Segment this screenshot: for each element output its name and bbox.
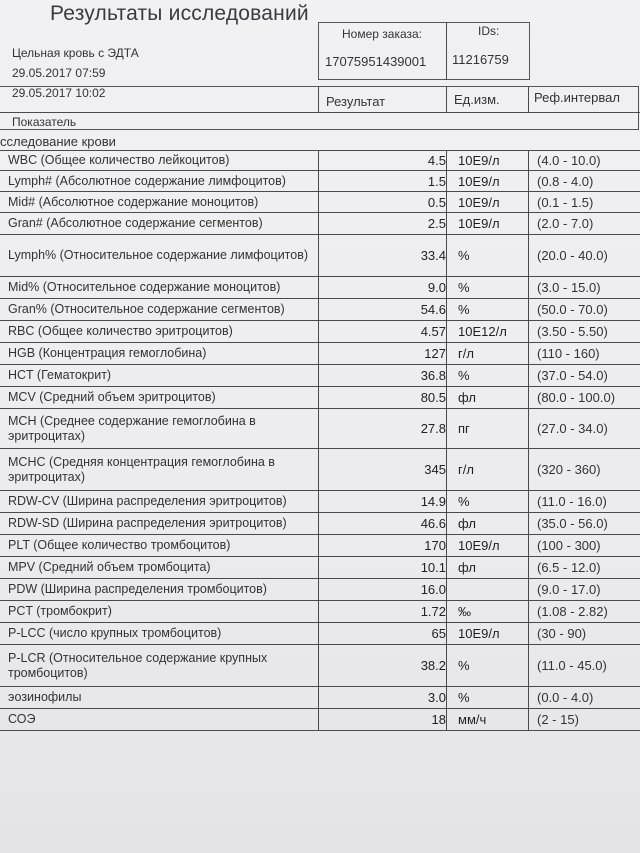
column-indicator: Показатель [12, 115, 77, 129]
column-result: Результат [326, 94, 386, 109]
table-row [0, 513, 640, 535]
indicator-name: MPV (Средний объем тромбоцита) [8, 560, 211, 574]
indicator-name: PDW (Ширина распределения тромбоцитов) [8, 582, 267, 596]
unit-value: % [458, 658, 470, 673]
table-column-divider [318, 151, 319, 731]
unit-value: % [458, 280, 470, 295]
result-value: 10.1 [420, 560, 446, 575]
table-row [0, 171, 640, 192]
unit-value: ‰ [458, 604, 471, 619]
reference-interval: (27.0 - 34.0) [537, 421, 608, 436]
ids-label: IDs: [478, 24, 500, 38]
unit-value: 10E12/л [458, 324, 507, 339]
result-value: 33.4 [420, 248, 446, 263]
indicator-name: Gran# (Абсолютное содержание сегментов) [8, 216, 263, 230]
table-row [0, 645, 640, 687]
result-value: 1.5 [427, 173, 446, 189]
table-row [0, 557, 640, 579]
reference-interval: (1.08 - 2.82) [537, 604, 608, 619]
header-divider-2 [446, 86, 447, 112]
indicator-name: WBC (Общее количество лейкоцитов) [8, 153, 230, 167]
reference-interval: (0.8 - 4.0) [537, 173, 594, 189]
result-value: 2.5 [427, 216, 446, 231]
unit-value: 10E9/л [458, 153, 500, 168]
indicator-name: Lymph% (Относительное содержание лимфоцитов) [8, 248, 309, 262]
unit-value: г/л [458, 462, 474, 477]
indicator-name: MCH (Среднее содержание гемоглобина в эритроцитах) [8, 413, 256, 443]
table-column-divider [446, 151, 447, 731]
result-value: 65 [431, 626, 446, 641]
unit-value: % [458, 248, 470, 263]
reference-interval: (320 - 360) [537, 462, 601, 477]
unit-value: фл [458, 390, 476, 405]
result-value: 345 [424, 462, 446, 477]
report-title: Результаты исследований [50, 2, 309, 25]
indicator-name: RDW-CV (Ширина распределения эритроцитов) [8, 494, 287, 508]
unit-value: % [458, 368, 470, 383]
ids-value: 11216759 [452, 52, 509, 67]
result-value: 36.8 [420, 368, 446, 383]
table-row [0, 213, 640, 235]
unit-value: г/л [458, 346, 474, 361]
indicator-name: PLT (Общее количество тромбоцитов) [8, 538, 231, 552]
reference-interval: (4.0 - 10.0) [537, 153, 601, 168]
sample-datetime-1: 29.05.2017 07:59 [12, 66, 106, 80]
table-row [0, 151, 640, 171]
indicator-name: Gran% (Относительное содержание сегментов) [8, 302, 285, 316]
indicator-name: СОЭ [8, 712, 36, 726]
reference-interval: (2 - 15) [537, 712, 579, 727]
reference-interval: (3.0 - 15.0) [537, 280, 601, 295]
unit-value: фл [458, 516, 476, 531]
reference-interval: (37.0 - 54.0) [537, 368, 608, 383]
unit-value: 10E9/л [458, 626, 500, 641]
table-row [0, 601, 640, 623]
reference-interval: (3.50 - 5.50) [537, 324, 608, 339]
reference-interval: (80.0 - 100.0) [537, 390, 616, 405]
header-divider-1 [318, 86, 319, 112]
result-value: 27.8 [420, 421, 446, 436]
section-title: сследование крови [0, 134, 116, 149]
result-value: 0.5 [427, 194, 446, 210]
order-number-value: 17075951439001 [325, 54, 427, 69]
result-value: 9.0 [427, 280, 446, 295]
unit-value [458, 579, 528, 600]
reference-interval: (2.0 - 7.0) [537, 216, 594, 231]
reference-interval: (30 - 90) [537, 626, 587, 641]
reference-interval: (110 - 160) [537, 346, 600, 361]
reference-interval: (100 - 300) [537, 538, 601, 553]
unit-value: % [458, 690, 470, 705]
indicator-name: HGB (Концентрация гемоглобина) [8, 346, 207, 360]
table-row [0, 387, 640, 409]
unit-value: 10E9/л [458, 216, 500, 231]
unit-value: 10E9/л [458, 173, 500, 189]
table-row [0, 709, 640, 731]
table-row [0, 365, 640, 387]
unit-value: пг [458, 421, 470, 436]
indicator-name: Lymph# (Абсолютное содержание лимфоцитов) [8, 173, 286, 188]
order-box-divider [446, 22, 447, 80]
unit-value: % [458, 494, 470, 509]
table-row [0, 299, 640, 321]
reference-interval: (9.0 - 17.0) [537, 582, 601, 597]
result-value: 46.6 [420, 516, 446, 531]
indicator-name: MCV (Средний объем эритроцитов) [8, 390, 216, 404]
result-value: 38.2 [420, 658, 446, 673]
column-ref: Реф.интервал [534, 90, 620, 105]
table-row [0, 235, 640, 277]
indicator-name: Mid# (Абсолютное содержание моноцитов) [8, 194, 259, 209]
table-row [0, 687, 640, 709]
reference-interval: (50.0 - 70.0) [537, 302, 608, 317]
result-value: 127 [424, 346, 446, 361]
table-row [0, 623, 640, 645]
reference-interval: (11.0 - 16.0) [537, 494, 607, 509]
result-value: 80.5 [420, 390, 446, 405]
result-value: 54.6 [420, 302, 446, 317]
reference-interval: (20.0 - 40.0) [537, 248, 608, 263]
column-unit: Ед.изм. [454, 92, 500, 107]
result-value: 18 [431, 712, 446, 727]
reference-interval: (11.0 - 45.0) [537, 658, 607, 673]
unit-value: мм/ч [458, 712, 487, 727]
indicator-name: эозинофилы [8, 690, 82, 704]
header-divider-3 [528, 86, 529, 112]
reference-interval: (6.5 - 12.0) [537, 560, 601, 575]
unit-value: фл [458, 560, 476, 575]
indicator-name: PCT (тромбокрит) [8, 604, 112, 618]
indicator-name: P-LCR (Относительное содержание крупных тромбоцитов) [8, 650, 268, 680]
sample-datetime-2: 29.05.2017 10:02 [12, 86, 106, 100]
table-row [0, 535, 640, 557]
indicator-name: RDW-SD (Ширина распределения эритроцитов) [8, 516, 287, 530]
table-row [0, 579, 640, 601]
indicator-name: RBC (Общее количество эритроцитов) [8, 324, 233, 338]
indicator-name: Mid% (Относительное содержание моноцитов) [8, 280, 281, 294]
result-value: 14.9 [420, 494, 446, 509]
table-row [0, 343, 640, 365]
table-row [0, 491, 640, 513]
table-row [0, 277, 640, 299]
result-value: 170 [424, 538, 446, 553]
result-value: 3.0 [427, 690, 446, 705]
indicator-name: P-LCC (число крупных тромбоцитов) [8, 626, 222, 640]
table-column-divider [528, 151, 529, 731]
unit-value: 10E9/л [458, 538, 500, 553]
result-value: 16.0 [420, 582, 446, 597]
indicator-name: HCT (Гематокрит) [8, 368, 112, 382]
sample-type: Цельная кровь с ЭДТА [12, 46, 139, 60]
table-row [0, 321, 640, 343]
reference-interval: (35.0 - 56.0) [537, 516, 608, 531]
result-value: 4.57 [420, 324, 446, 339]
order-number-label: Номер заказа: [342, 27, 423, 41]
unit-value: % [458, 302, 470, 317]
indicator-name: MCHC (Средняя концентрация гемоглобина в эритроцитах) [8, 454, 275, 484]
unit-value: 10E9/л [458, 194, 500, 210]
table-row [0, 409, 640, 449]
result-value: 4.5 [427, 153, 446, 168]
reference-interval: (0.1 - 1.5) [537, 194, 594, 210]
header-rule [0, 112, 640, 113]
reference-interval: (0.0 - 4.0) [537, 690, 594, 705]
table-row [0, 449, 640, 491]
table-row [0, 192, 640, 213]
result-value: 1.72 [420, 604, 446, 619]
